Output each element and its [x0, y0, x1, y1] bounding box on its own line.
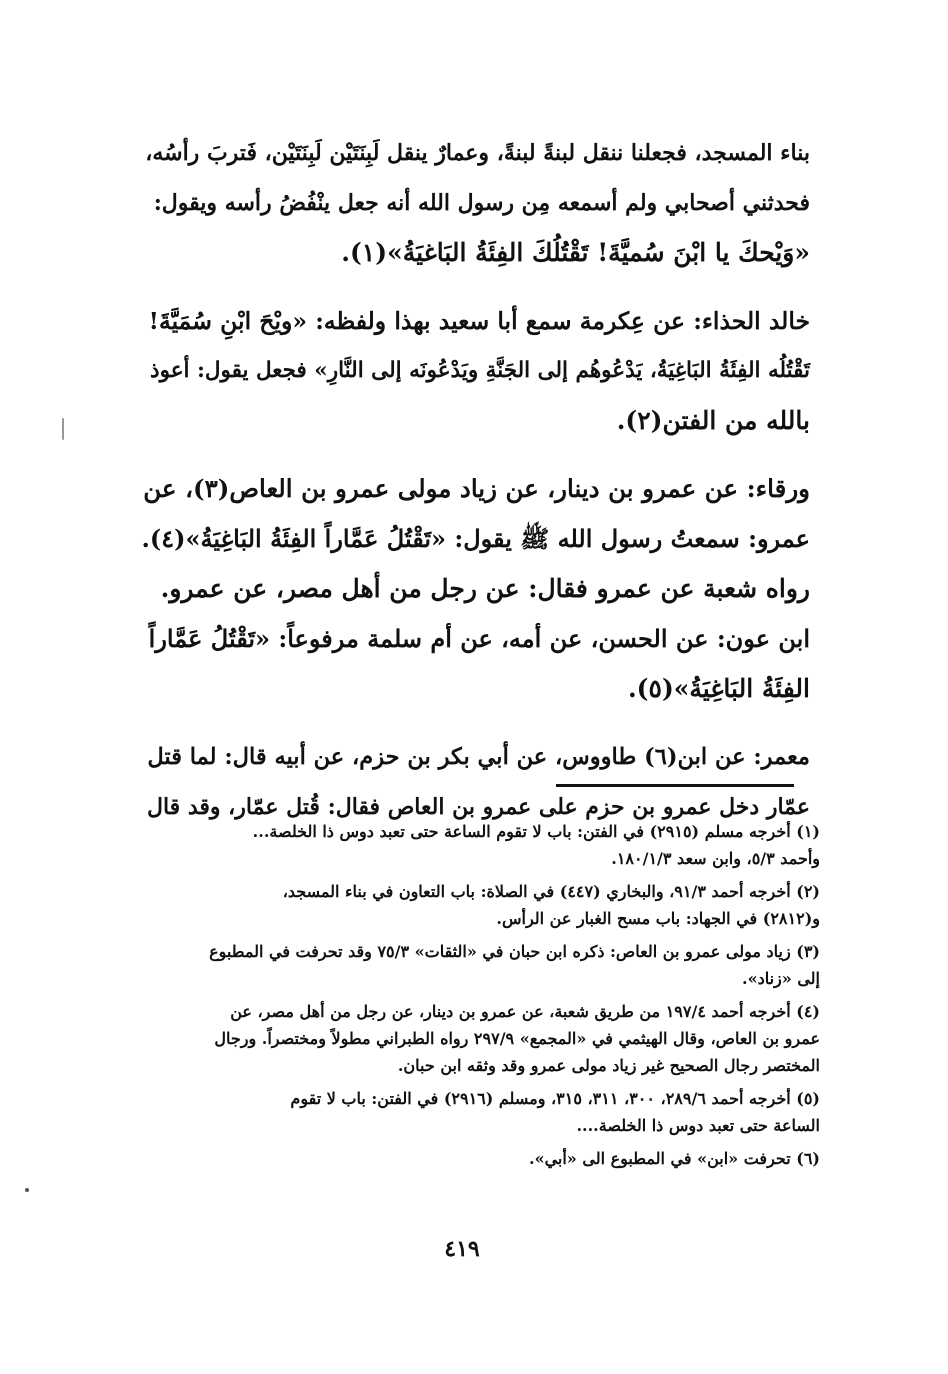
paragraph — [140, 128, 810, 278]
page-number: ٤١٩ — [444, 1236, 480, 1262]
scan-speck — [25, 1188, 29, 1192]
paragraph — [140, 732, 810, 832]
text-line: الفِئَةُ البَاغِيَةُ»(٥). — [627, 674, 810, 703]
footnote — [118, 818, 820, 872]
main-text — [140, 128, 810, 832]
footnote-line: وأحمد ٥/٣، وابن سعد ١٨٠/١/٣. — [611, 849, 820, 868]
paragraph — [140, 464, 810, 564]
text-line: فحدثني أصحابي ولم أسمعه مِن رسول الله أنه جعل ينْفُضُ رأسه ويقول: — [153, 190, 810, 216]
footnote-line: المختصر رجال الصحيح غير زياد مولى عمرو وقد وثقه ابن حبان. — [397, 1056, 820, 1075]
footnote — [118, 938, 820, 992]
footnote — [118, 1145, 820, 1172]
paragraph — [140, 564, 810, 614]
footnotes — [118, 818, 820, 1178]
text-line: رواه شعبة عن عمرو فقال: عن رجل من أهل مصر، عن عمرو. — [160, 574, 810, 603]
paragraph — [140, 614, 810, 714]
footnote-line: الساعة حتى تعبد دوس ذا الخلصة.... — [576, 1116, 820, 1135]
text-line: «وَيْحكَ يا ابْنَ سُميَّةَ! تَقْتُلُكَ الفِئَةُ البَاغيَةُ»(١). — [341, 238, 810, 267]
text-line: خالد الحذاء: عن عِكرمة سمع أبا سعيد بهذا ولفظه: «ويْحَ ابْنِ سُمَيَّةَ! — [148, 307, 810, 335]
text-line: ورقاء: عن عمرو بن دينار، عن زياد مولى عمرو بن العاص(٣)، عن — [143, 474, 810, 503]
text-line: ابن عون: عن الحسن، عن أمه، عن أم سلمة مرفوعاً: «تَقْتُلُ عَمَّاراً — [148, 624, 810, 653]
text-line: معمر: عن ابن(٦) طاووس، عن أبي بكر بن حزم، عن أبيه قال: لما قتل — [147, 744, 810, 770]
text-line: عمّار دخل عمرو بن حزم على عمرو بن العاص فقال: قُتل عمّار، وقد قال — [146, 794, 810, 820]
footnote-line: (٣) زياد مولى عمرو بن العاص: ذكره ابن حبان في «الثقات» ٧٥/٣ وقد تحرفت في المطبوع — [209, 942, 820, 961]
text-line: بناء المسجد، فجعلنا ننقل لبنةً لبنةً، وعمارٌ ينقل لَبِنَتَيْن لَبِنَتَيْن، فَتربَ رأسُه، — [145, 140, 810, 166]
footnote-line: (١) أخرجه مسلم (٢٩١٥) في الفتن: باب لا تقوم الساعة حتى تعبد دوس ذا الخلصة... — [252, 822, 820, 841]
footnote-separator — [556, 784, 794, 787]
text-line: عمرو: سمعتُ رسول الله ﷺ يقول: «تَقْتُلُ عَمَّاراً الفِئَةُ البَاغِيَةُ»(٤). — [141, 524, 810, 553]
text-line: بالله من الفتن(٢). — [616, 406, 810, 435]
footnote-line: (٢) أخرجه أحمد ٩١/٣، والبخاري (٤٤٧) في الصلاة: باب التعاون في بناء المسجد، — [282, 882, 820, 901]
footnote-line: (٥) أخرجه أحمد ٢٨٩/٦، ٣٠٠، ٣١١، ٣١٥، ومسلم (٢٩١٦) في الفتن: باب لا تقوم — [290, 1089, 820, 1108]
footnote-line: عمرو بن العاص، وقال الهيثمي في «المجمع» ٢٩٧/٩ رواه الطبراني مطولاً ومختصراً. ورجال — [214, 1029, 820, 1048]
footnote-line: (٦) تحرفت «ابن» في المطبوع الى «أبي». — [529, 1149, 820, 1168]
paragraph — [140, 296, 810, 446]
text-line: تَقْتُلُه الفِئَةُ البَاغِيَةُ، يَدْعُوهُم إلى الجَنَّةِ ويَدْعُونَه إلى النَّارِ» فجعل يقول: أعوذ — [150, 358, 810, 383]
footnote-line: إلى «زناد». — [742, 969, 820, 988]
footnote — [118, 1085, 820, 1139]
footnote-line: (٤) أخرجه أحمد ١٩٧/٤ من طريق شعبة، عن عمرو بن دينار، عن رجل من أهل مصر، عن — [230, 1002, 820, 1021]
scan-speck — [62, 418, 64, 440]
footnote — [118, 998, 820, 1079]
footnote — [118, 878, 820, 932]
footnote-line: و(٢٨١٢) في الجهاد: باب مسح الغبار عن الرأس. — [496, 909, 820, 928]
